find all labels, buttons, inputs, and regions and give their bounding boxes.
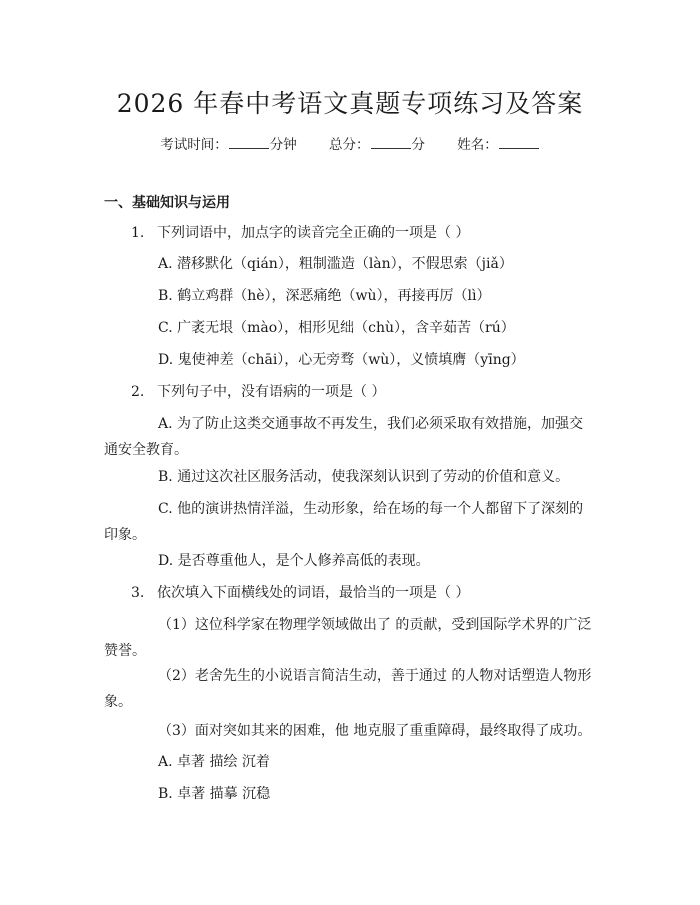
total-score-field [329,137,429,153]
name-field [457,137,540,153]
q2-option-a: A. 为了防止这类交通事故不再发生，我们必须采取有效措施，加强交通安全教育。 [104,416,584,458]
stem-text: 下列词语中，加点字的读音完全正确的一项是（ ） [157,225,470,241]
question-1-stem [131,224,469,242]
q1-option-d: D. 鬼使神差（chāi），心无旁骛（wù），义愤填膺（yīng） [158,352,525,368]
section-heading: 一、基础知识与运用 [104,195,230,211]
question-number: 3. [131,585,145,601]
q1-option-c: C. 广袤无垠（mào），相形见绌（chù），含辛茹苦（rú） [158,320,515,336]
question-number: 2. [131,384,145,400]
page-title: 2026 年春中考语文真题专项练习及答案 [116,89,584,118]
q3-sentence-1: （1）这位科学家在物理学领域做出了 的贡献，受到国际学术界的广泛赞誉。 [104,617,592,659]
q3-sentence-3: （3）面对突如其来的困难，他 地克服了重重障碍，最终取得了成功。 [158,723,592,739]
q3-option-a: A. 卓著 描绘 沉着 [158,754,270,770]
time-blank[interactable] [229,136,269,149]
name-label: 姓名： [457,137,498,153]
question-2-stem [131,383,385,401]
name-blank[interactable] [499,136,539,149]
stem-text: 依次填入下面横线处的词语，最恰当的一项是（ ） [157,585,470,601]
exam-info-line [0,133,700,153]
q1-option-b: B. 鹤立鸡群（hè），深恶痛绝（wù），再接再厉（lì） [158,288,491,304]
question-number: 1. [131,225,145,241]
exam-time-field [160,137,301,153]
q3-sentence-2: （2）老舍先生的小说语言简洁生动，善于通过 的人物对话塑造人物形象。 [104,668,592,710]
score-unit: 分 [411,137,425,153]
score-blank[interactable] [371,136,411,149]
q3-option-b: B. 卓著 描摹 沉稳 [158,786,271,802]
q2-option-d: D. 是否尊重他人，是个人修养高低的表现。 [158,553,430,569]
q2-option-c: C. 他的演讲热情洋溢，生动形象，给在场的每一个人都留下了深刻的印象。 [104,501,584,543]
time-unit: 分钟 [269,137,297,153]
stem-text: 下列句子中，没有语病的一项是（ ） [157,384,386,400]
time-label: 考试时间： [160,137,228,153]
score-label: 总分： [329,137,370,153]
q2-option-b: B. 通过这次社区服务活动，使我深刻认识到了劳动的价值和意义。 [158,469,570,485]
question-3-stem [131,584,469,602]
q1-option-a: A. 潜移默化（qián），粗制滥造（làn），不假思索（jiǎ） [158,256,513,272]
